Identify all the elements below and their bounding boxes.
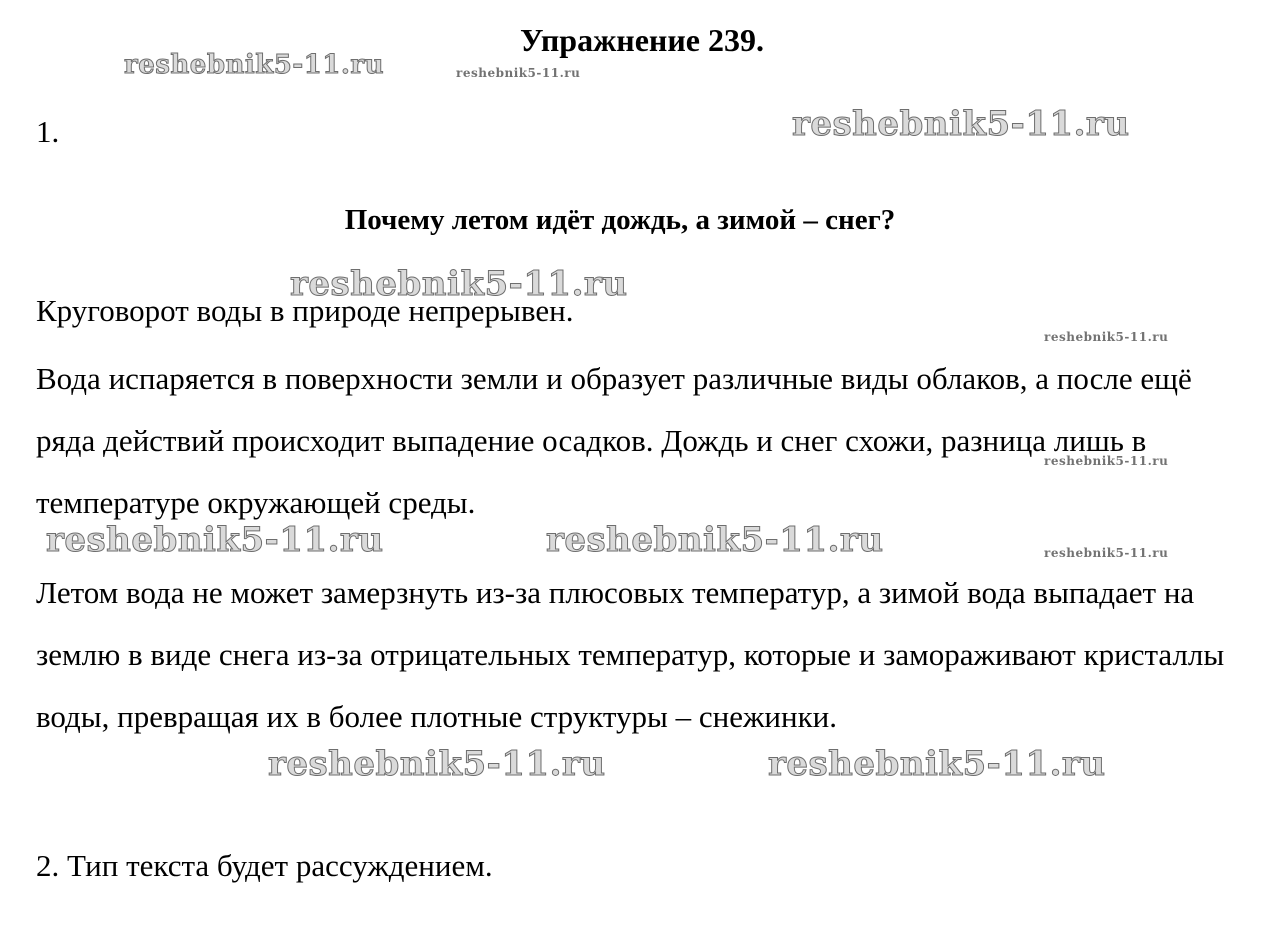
watermark: reshebnik5-11.ru	[124, 50, 385, 80]
watermark: reshebnik5-11.ru	[1044, 546, 1169, 560]
watermark: reshebnik5-11.ru	[546, 520, 884, 560]
paragraph-1: Круговорот воды в природе непрерывен.	[36, 293, 574, 328]
part-2-answer: 2. Тип текста будет рассуждением.	[36, 848, 493, 883]
watermark: reshebnik5-11.ru	[792, 104, 1130, 144]
exercise-title: Упражнение 239.	[519, 22, 764, 58]
watermark: reshebnik5-11.ru	[768, 744, 1106, 784]
watermark: reshebnik5-11.ru	[290, 264, 628, 304]
part-1-title: Почему летом идёт дождь, а зимой – снег?	[344, 204, 896, 236]
paragraph-2: Вода испаряется в поверхности земли и образует различные виды облаков, а после ещё ряда действий происходит выпадение осадков. Дождь и снег схожи, разница лишь в температуре окружающей среды.	[36, 361, 1192, 520]
watermark: reshebnik5-11.ru	[456, 66, 581, 80]
watermark: reshebnik5-11.ru	[268, 744, 606, 784]
paragraph-3: Летом вода не может замерзнуть из-за плюсовых температур, а зимой вода выпадает на землю в виде снега из-за отрицательных температур, которые и замораживают кристаллы воды, превращая их в более плотные структуры – снежинки.	[36, 575, 1225, 734]
watermark: reshebnik5-11.ru	[46, 520, 384, 560]
part-1-number: 1.	[36, 114, 60, 149]
watermark: reshebnik5-11.ru	[1044, 454, 1169, 468]
watermark: reshebnik5-11.ru	[1044, 330, 1169, 344]
